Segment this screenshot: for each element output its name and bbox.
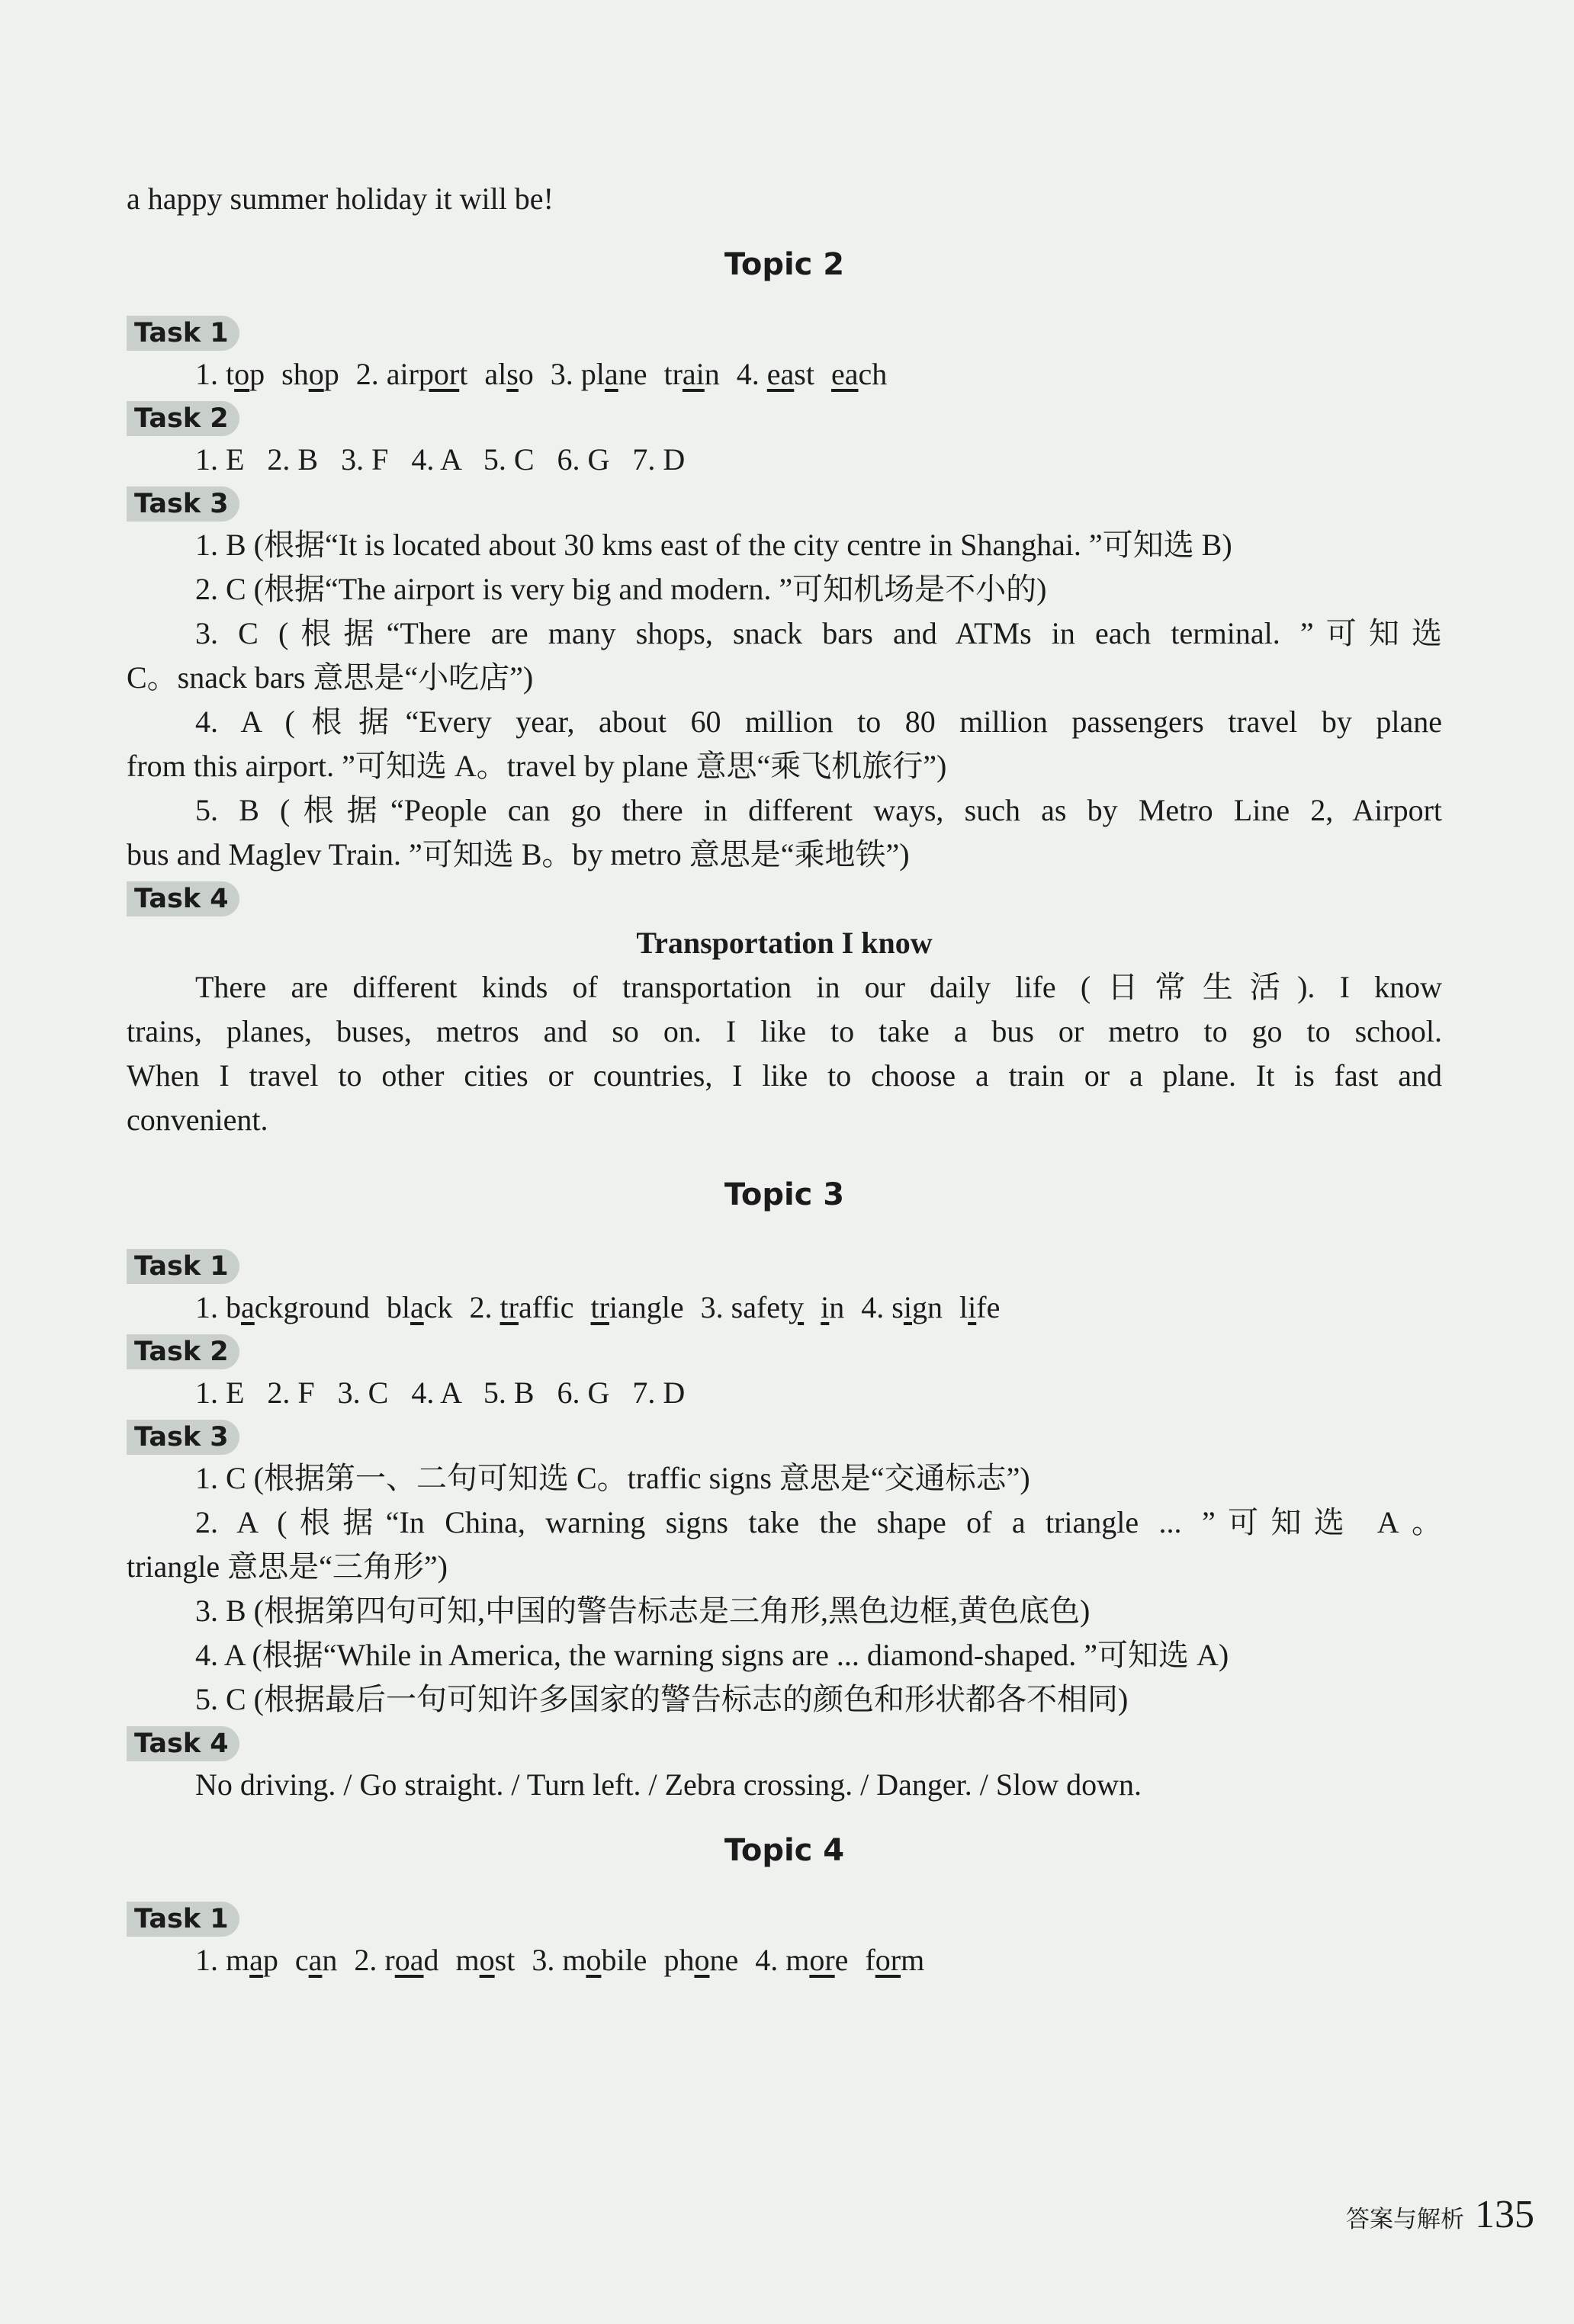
- topic-title: Topic 4: [724, 1833, 845, 1868]
- task-label: Task 2: [127, 401, 239, 436]
- word-part: p: [323, 357, 339, 391]
- answer-line: 4. A (根据“While in America, the warning signs are ... diamond-shaped. ”可知选 A): [195, 1638, 1229, 1672]
- word-part: 1.: [195, 1943, 226, 1977]
- answer-line: triangle 意思是“三角形”): [127, 1549, 448, 1584]
- word-part: st: [794, 357, 814, 391]
- answer-line: 1. E 2. F 3. C 4. A 5. B 6. G 7. D: [195, 1375, 686, 1410]
- word-item: [861, 1286, 943, 1330]
- answer-line: 4. A (根据“Every year, about 60 million to 80 million passengers travel by plane: [195, 705, 1442, 739]
- word-item: [195, 1938, 278, 1982]
- answer-line: 3. B (根据第四句可知,中国的警告标志是三角形,黑色边框,黄色底色): [195, 1594, 1091, 1628]
- word-part: 3.: [532, 1943, 563, 1977]
- word-item: [354, 1938, 438, 1982]
- underlined-letters: ai: [682, 357, 705, 391]
- underlined-letters: i: [968, 1290, 977, 1324]
- word-part: bl: [386, 1290, 410, 1324]
- underlined-letters: ea: [830, 357, 859, 391]
- word-item: [663, 1938, 738, 1982]
- task-label: Task 3: [127, 486, 239, 522]
- underlined-letters: or: [875, 1943, 901, 1977]
- word-part: t: [226, 357, 235, 391]
- word-part: ne: [618, 357, 647, 391]
- essay-title: Transportation I know: [636, 926, 933, 960]
- underlined-letters: a: [410, 1290, 424, 1324]
- word-item: [590, 1286, 683, 1330]
- underlined-letters: a: [249, 1943, 263, 1977]
- word-part: iangle: [609, 1290, 684, 1324]
- word-item: [737, 352, 814, 396]
- underlined-letters: o: [308, 357, 324, 391]
- answer-line: 1. B (根据“It is located about 30 kms east of the city centre in Shanghai. ”可知选 B): [195, 528, 1232, 562]
- underlined-letters: o: [234, 357, 250, 391]
- word-item: [387, 1286, 453, 1330]
- word-part: s: [891, 1290, 904, 1324]
- answer-line: from this airport. ”可知选 A。travel by plane 意思“乘飞机旅行”): [127, 749, 947, 783]
- word-part: ph: [663, 1943, 695, 1977]
- word-part: ch: [858, 357, 888, 391]
- word-item: [470, 1286, 574, 1330]
- word-item: [959, 1286, 1000, 1330]
- word-part: ck: [423, 1290, 453, 1324]
- word-part: f: [865, 1943, 875, 1977]
- underlined-letters: o: [586, 1943, 602, 1977]
- task-label: Task 1: [127, 1249, 239, 1284]
- word-part: p: [262, 1943, 278, 1977]
- word-part: m: [562, 1943, 586, 1977]
- word-part: n: [704, 357, 720, 391]
- answer-line: 2. C (根据“The airport is very big and modern. ”可知机场是不小的): [195, 572, 1047, 606]
- word-part: 4.: [736, 357, 767, 391]
- underlined-letters: tr: [590, 1290, 609, 1324]
- word-part: 4.: [755, 1943, 786, 1977]
- word-part: p: [249, 357, 265, 391]
- underlined-letters: ea: [766, 357, 795, 391]
- word-item: [195, 352, 265, 396]
- word-item: [701, 1286, 805, 1330]
- task-label: Task 4: [127, 1726, 239, 1761]
- underlined-letters: oa: [394, 1943, 424, 1977]
- essay-line: When I travel to other cities or countries, I like to choose a train or a plane. It is fast and: [127, 1058, 1442, 1093]
- word-part: 1.: [195, 357, 226, 391]
- underlined-letters: i: [821, 1290, 830, 1324]
- underlined-letters: por: [418, 357, 460, 391]
- underlined-letters: a: [308, 1943, 323, 1977]
- word-part: r: [384, 1943, 395, 1977]
- word-item: [865, 1938, 924, 1982]
- answer-line: 1. C (根据第一、二句可知选 C。traffic signs 意思是“交通标志”): [195, 1461, 1030, 1495]
- word-part: 2.: [355, 357, 387, 391]
- answer-line: 2. A (根据“In China, warning signs take the shape of a triangle ... ”可知选 A。: [195, 1505, 1442, 1539]
- word-part: al: [484, 357, 507, 391]
- task-label: Task 4: [127, 881, 239, 916]
- word-part: fe: [976, 1290, 1001, 1324]
- word-part: 3.: [700, 1290, 731, 1324]
- word-item: [456, 1938, 516, 1982]
- word-part: o: [518, 357, 534, 391]
- answer-line: 3. C (根据“There are many shops, snack bars and ATMs in each terminal. ”可知选: [195, 616, 1442, 650]
- page-footer: [1346, 2192, 1534, 2237]
- underlined-letters: y: [789, 1290, 805, 1324]
- word-part: air: [386, 357, 419, 391]
- answer-line: 1. E 2. B 3. F 4. A 5. C 6. G 7. D: [195, 442, 686, 477]
- word-part: l: [959, 1290, 968, 1324]
- word-item: [831, 352, 887, 396]
- essay-line: There are different kinds of transportation in our daily life (日常生活). I know: [195, 970, 1442, 1004]
- word-part: m: [455, 1943, 480, 1977]
- answer-line: bus and Maglev Train. ”可知选 B。by metro 意思是“乘地铁”): [127, 837, 910, 872]
- page-content: [127, 177, 1442, 1982]
- footer-label: 答案与解析: [1346, 2206, 1464, 2233]
- word-item: [755, 1938, 848, 1982]
- word-part: 1.: [195, 1290, 226, 1324]
- underlined-letters: a: [241, 1290, 255, 1324]
- word-part: n: [829, 1290, 845, 1324]
- word-part: affic: [518, 1290, 574, 1324]
- word-part: m: [226, 1943, 250, 1977]
- word-part: ne: [709, 1943, 739, 1977]
- essay-line: convenient.: [127, 1103, 268, 1137]
- word-item: [551, 352, 647, 396]
- word-part: pl: [580, 357, 605, 391]
- word-part: ckground: [254, 1290, 370, 1324]
- answer-line: 5. C (根据最后一句可知许多国家的警告标志的颜色和形状都各不相同): [195, 1682, 1129, 1716]
- page-number: 135: [1475, 2193, 1534, 2236]
- word-part: 2.: [469, 1290, 500, 1324]
- answer-line: 5. B (根据“People can go there in different ways, such as by Metro Line 2, Airport: [195, 793, 1442, 827]
- underlined-letters: o: [479, 1943, 495, 1977]
- word-part: n: [322, 1943, 338, 1977]
- word-item: [821, 1286, 844, 1330]
- word-list: [127, 352, 1442, 396]
- word-part: 4.: [861, 1290, 892, 1324]
- underlined-letters: o: [694, 1943, 710, 1977]
- word-part: t: [459, 357, 468, 391]
- word-part: m: [901, 1943, 925, 1977]
- word-part: tr: [663, 357, 683, 391]
- task-label: Task 1: [127, 1902, 239, 1937]
- underlined-letters: s: [506, 357, 519, 391]
- underlined-letters: tr: [500, 1290, 519, 1324]
- word-item: [663, 352, 719, 396]
- word-part: b: [226, 1290, 241, 1324]
- word-part: st: [494, 1943, 516, 1977]
- answer-line: C。snack bars 意思是“小吃店”): [127, 660, 534, 695]
- task-label: Task 1: [127, 316, 239, 351]
- task-label: Task 3: [127, 1420, 239, 1455]
- word-list: [127, 1938, 1442, 1982]
- topic-title: Topic 3: [724, 1177, 845, 1212]
- word-item: [195, 1286, 370, 1330]
- word-part: m: [785, 1943, 810, 1977]
- word-part: c: [294, 1943, 309, 1977]
- word-part: e: [834, 1943, 849, 1977]
- word-item: [484, 352, 533, 396]
- word-part: sh: [281, 357, 309, 391]
- essay-line: trains, planes, buses, metros and so on. I like to take a bus or metro to go to school.: [127, 1014, 1442, 1048]
- underlined-letters: i: [903, 1290, 912, 1324]
- topic-title: Topic 2: [724, 247, 845, 282]
- answer-line: No driving. / Go straight. / Turn left. / Zebra crossing. / Danger. / Slow down.: [195, 1767, 1142, 1802]
- word-item: [295, 1938, 338, 1982]
- word-part: 3.: [550, 357, 581, 391]
- word-list: [127, 1286, 1442, 1330]
- task-label: Task 2: [127, 1334, 239, 1369]
- underlined-letters: or: [809, 1943, 835, 1977]
- word-part: bile: [601, 1943, 647, 1977]
- word-part: safet: [731, 1290, 789, 1324]
- word-part: 2.: [354, 1943, 385, 1977]
- word-item: [532, 1938, 647, 1982]
- underlined-letters: a: [604, 357, 618, 391]
- word-item: [356, 352, 468, 396]
- word-item: [281, 352, 339, 396]
- word-part: d: [423, 1943, 439, 1977]
- word-part: gn: [912, 1290, 943, 1324]
- intro-line: a happy summer holiday it will be!: [127, 181, 554, 216]
